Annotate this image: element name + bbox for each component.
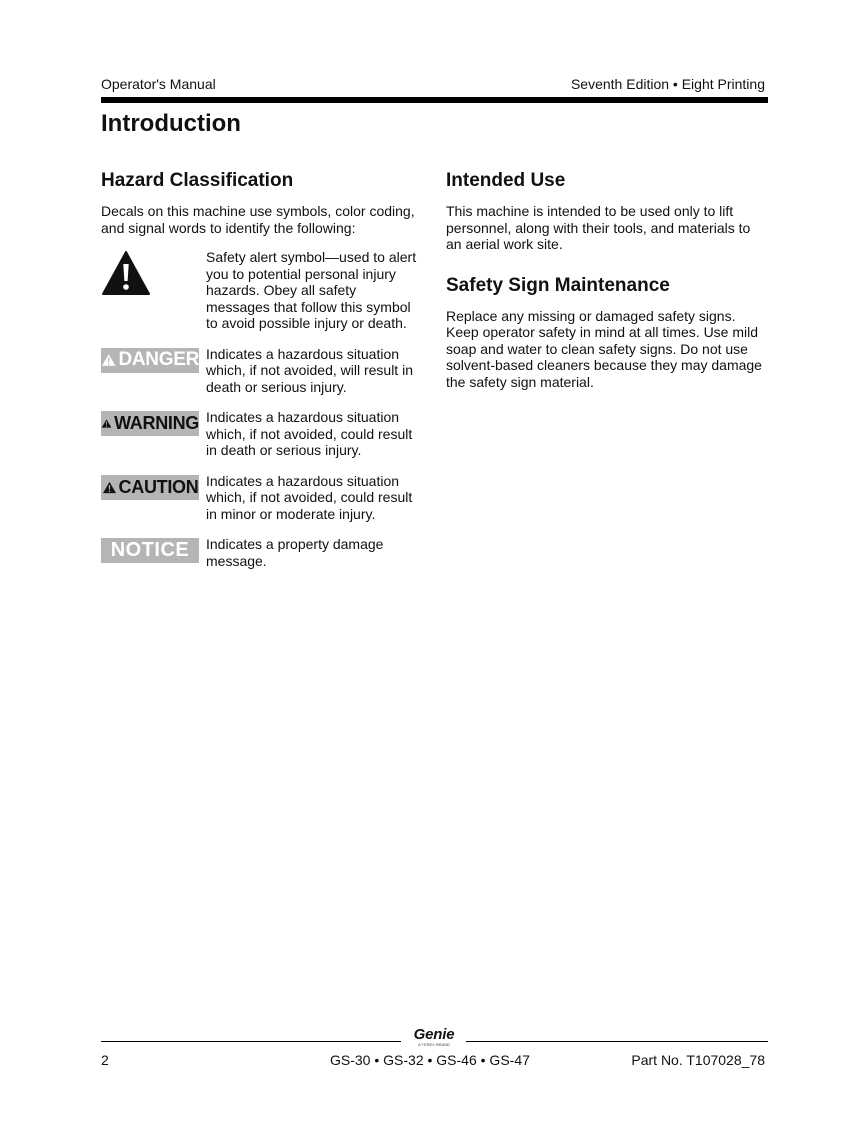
logo-subtitle: A TEREX BRAND [418,1042,450,1047]
safety-alert-triangle-icon [101,250,151,296]
footer-part-number: Part No. T107028_78 [631,1052,765,1068]
notice-label: NOTICE [110,539,190,561]
hazard-item-caution [101,473,423,523]
hazard-item-safety-alert [101,249,423,332]
caution-signal-word [101,475,199,500]
danger-signal-word [101,348,199,373]
warning-label: WARNING [114,413,199,433]
hazard-item-text: Safety alert symbol—used to alert you to potential personal injury hazards. Obey all safety messages that follow this symbol to avoid possible injury or death. [206,249,417,331]
alert-triangle-icon [101,417,112,430]
alert-triangle-icon [102,481,117,494]
hazard-item-notice [101,536,423,569]
intended-use-section [446,170,768,253]
maintenance-text: Replace any missing or damaged safety signs. Keep operator safety in mind at all times. Use mild soap and water to clean safety signs. Do not use solvent-based cleaners because they may damage the safety sign material. [446,307,762,390]
logo-wordmark: Genie [413,1026,455,1043]
safety-sign-maintenance-section [446,275,768,391]
hazard-item-text: Indicates a hazardous situation which, if not avoided, could result in minor or moderate injury. [206,472,413,522]
hazard-item-danger [101,346,423,396]
header-rule [101,97,768,103]
alert-triangle-icon [101,353,116,367]
hazard-intro: Decals on this machine use symbols, color coding, and signal words to identify the following: [101,203,415,236]
intended-use-heading: Intended Use [446,170,566,191]
footer-rule-right [466,1041,768,1042]
page-number: 2 [101,1052,109,1068]
intended-use-text: This machine is intended to be used only to lift personnel, along with their tools, and materials to an aerial work site. [446,203,751,252]
header-edition: Seventh Edition • Eight Printing [570,76,765,92]
header-manual-name: Operator's Manual [101,76,216,92]
footer-models: GS-30 • GS-32 • GS-46 • GS-47 [330,1052,530,1068]
genie-logo [406,1026,462,1047]
hazard-item-text: Indicates a hazardous situation which, if not avoided, will result in death or serious injury. [206,345,413,395]
hazard-heading: Hazard Classification [101,170,294,191]
caution-label: CAUTION [118,476,199,497]
hazard-item-warning [101,409,423,459]
hazard-classification-section [101,170,423,583]
warning-signal-word [101,411,199,436]
footer-rule-left [101,1041,401,1042]
maintenance-heading: Safety Sign Maintenance [446,274,670,296]
page-title: Introduction [101,110,241,137]
hazard-item-text: Indicates a hazardous situation which, if not avoided, could result in death or serious injury. [206,409,413,458]
right-column [446,170,768,412]
notice-signal-word [101,538,199,563]
danger-label: DANGER [118,349,199,370]
hazard-item-text: Indicates a property damage message. [206,536,384,569]
